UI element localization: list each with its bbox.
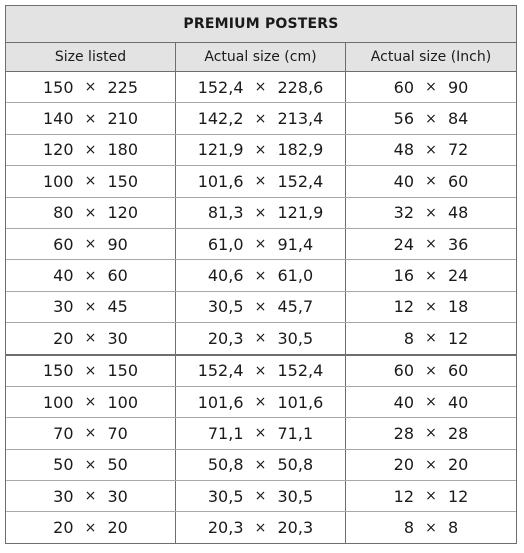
width-value: 30,5	[207, 297, 244, 317]
height-value: 84	[448, 109, 469, 129]
width-value: 30,5	[207, 486, 244, 506]
times-sign: ×	[254, 488, 267, 505]
times-sign: ×	[84, 362, 97, 379]
times-sign: ×	[425, 519, 437, 536]
height-value: 150	[107, 361, 139, 381]
table-title: PREMIUM POSTERS	[6, 6, 516, 43]
cell-size-listed	[6, 323, 176, 353]
times-sign: ×	[84, 425, 97, 442]
width-value: 28	[393, 423, 414, 443]
times-sign: ×	[84, 456, 97, 473]
width-value: 100	[42, 392, 74, 412]
height-value: 120	[107, 203, 139, 223]
height-value: 30	[107, 328, 128, 348]
times-sign: ×	[84, 519, 97, 536]
height-value: 50,8	[277, 455, 314, 475]
times-sign: ×	[254, 79, 267, 96]
table-row	[6, 512, 516, 542]
cell-actual-size-cm	[176, 135, 346, 165]
height-value: 36	[448, 234, 469, 254]
times-sign: ×	[84, 110, 97, 127]
height-value: 45,7	[277, 297, 314, 317]
height-value: 91,4	[277, 234, 314, 254]
cell-actual-size-cm	[176, 166, 346, 196]
times-sign: ×	[254, 204, 267, 221]
table-row	[6, 72, 516, 103]
width-value: 100	[42, 171, 74, 191]
times-sign: ×	[254, 362, 267, 379]
cell-actual-size-inch	[346, 198, 516, 228]
height-value: 100	[107, 392, 139, 412]
width-value: 60	[53, 234, 74, 254]
times-sign: ×	[425, 488, 437, 505]
height-value: 70	[107, 423, 128, 443]
width-value: 142,2	[197, 109, 244, 129]
height-value: 60	[448, 171, 469, 191]
height-value: 20	[107, 518, 128, 538]
cell-size-listed	[6, 72, 176, 102]
width-value: 50,8	[207, 455, 244, 475]
table-row	[6, 292, 516, 323]
height-value: 20,3	[277, 518, 314, 538]
times-sign: ×	[254, 267, 267, 284]
width-value: 20	[53, 328, 74, 348]
width-value: 50	[53, 455, 74, 475]
table-body	[6, 72, 516, 543]
width-value: 80	[53, 203, 74, 223]
cell-size-listed	[6, 387, 176, 417]
times-sign: ×	[425, 267, 437, 284]
table-row	[6, 387, 516, 418]
times-sign: ×	[425, 236, 437, 253]
table-row	[6, 481, 516, 512]
cell-actual-size-cm	[176, 387, 346, 417]
cell-size-listed	[6, 229, 176, 259]
cell-actual-size-inch	[346, 292, 516, 322]
height-value: 50	[107, 455, 128, 475]
times-sign: ×	[425, 298, 437, 315]
cell-size-listed	[6, 135, 176, 165]
times-sign: ×	[425, 173, 437, 190]
cell-actual-size-inch	[346, 323, 516, 353]
table-row	[6, 166, 516, 197]
times-sign: ×	[425, 79, 437, 96]
cell-size-listed	[6, 450, 176, 480]
cell-size-listed	[6, 260, 176, 290]
cell-actual-size-cm	[176, 512, 346, 542]
width-value: 12	[393, 297, 414, 317]
width-value: 40	[393, 171, 414, 191]
times-sign: ×	[425, 110, 437, 127]
times-sign: ×	[254, 456, 267, 473]
cell-actual-size-inch	[346, 72, 516, 102]
times-sign: ×	[254, 425, 267, 442]
width-value: 8	[403, 328, 414, 348]
height-value: 28	[448, 423, 469, 443]
times-sign: ×	[254, 330, 267, 347]
table-row	[6, 103, 516, 134]
height-value: 24	[448, 266, 469, 286]
times-sign: ×	[254, 519, 267, 536]
width-value: 40	[53, 266, 74, 286]
height-value: 210	[107, 109, 139, 129]
width-value: 40	[393, 392, 414, 412]
times-sign: ×	[84, 330, 97, 347]
times-sign: ×	[254, 298, 267, 315]
width-value: 30	[53, 486, 74, 506]
times-sign: ×	[84, 394, 97, 411]
width-value: 40,6	[207, 266, 244, 286]
cell-size-listed	[6, 166, 176, 196]
table-row	[6, 198, 516, 229]
cell-size-listed	[6, 481, 176, 511]
width-value: 101,6	[197, 392, 244, 412]
cell-size-listed	[6, 292, 176, 322]
height-value: 152,4	[277, 171, 324, 191]
width-value: 32	[393, 203, 414, 223]
height-value: 30,5	[277, 328, 314, 348]
height-value: 12	[448, 486, 469, 506]
width-value: 150	[42, 361, 74, 381]
width-value: 152,4	[197, 77, 244, 97]
times-sign: ×	[84, 141, 97, 158]
width-value: 120	[42, 140, 74, 160]
width-value: 121,9	[197, 140, 244, 160]
cell-actual-size-inch	[346, 166, 516, 196]
cell-actual-size-inch	[346, 135, 516, 165]
width-value: 20	[393, 455, 414, 475]
times-sign: ×	[425, 394, 437, 411]
times-sign: ×	[254, 236, 267, 253]
cell-actual-size-inch	[346, 512, 516, 542]
cell-actual-size-cm	[176, 356, 346, 386]
cell-actual-size-cm	[176, 418, 346, 448]
height-value: 90	[107, 234, 128, 254]
height-value: 30	[107, 486, 128, 506]
cell-actual-size-inch	[346, 481, 516, 511]
header-actual-size-cm: Actual size (cm)	[176, 43, 346, 71]
width-value: 24	[393, 234, 414, 254]
cell-size-listed	[6, 103, 176, 133]
height-value: 20	[448, 455, 469, 475]
height-value: 101,6	[277, 392, 324, 412]
height-value: 150	[107, 171, 139, 191]
times-sign: ×	[254, 141, 267, 158]
height-value: 121,9	[277, 203, 324, 223]
table-row	[6, 260, 516, 291]
times-sign: ×	[84, 488, 97, 505]
table-row	[6, 418, 516, 449]
height-value: 228,6	[277, 77, 324, 97]
cell-actual-size-cm	[176, 481, 346, 511]
width-value: 150	[42, 77, 74, 97]
cell-actual-size-inch	[346, 356, 516, 386]
cell-size-listed	[6, 198, 176, 228]
width-value: 8	[403, 518, 414, 538]
height-value: 30,5	[277, 486, 314, 506]
cell-actual-size-inch	[346, 229, 516, 259]
cell-actual-size-inch	[346, 260, 516, 290]
height-value: 45	[107, 297, 128, 317]
times-sign: ×	[425, 204, 437, 221]
times-sign: ×	[425, 456, 437, 473]
width-value: 48	[393, 140, 414, 160]
cell-actual-size-inch	[346, 387, 516, 417]
height-value: 48	[448, 203, 469, 223]
cell-actual-size-cm	[176, 229, 346, 259]
height-value: 12	[448, 328, 469, 348]
cell-actual-size-inch	[346, 103, 516, 133]
times-sign: ×	[425, 362, 437, 379]
width-value: 30	[53, 297, 74, 317]
posters-table	[5, 5, 517, 544]
width-value: 20,3	[207, 518, 244, 538]
table-row	[6, 450, 516, 481]
cell-actual-size-cm	[176, 72, 346, 102]
times-sign: ×	[84, 236, 97, 253]
width-value: 20	[53, 518, 74, 538]
height-value: 8	[448, 518, 459, 538]
cell-size-listed	[6, 418, 176, 448]
width-value: 140	[42, 109, 74, 129]
cell-actual-size-cm	[176, 450, 346, 480]
cell-actual-size-cm	[176, 323, 346, 353]
times-sign: ×	[84, 298, 97, 315]
cell-actual-size-cm	[176, 292, 346, 322]
times-sign: ×	[425, 330, 437, 347]
width-value: 70	[53, 423, 74, 443]
times-sign: ×	[84, 79, 97, 96]
cell-actual-size-cm	[176, 198, 346, 228]
cell-actual-size-inch	[346, 418, 516, 448]
height-value: 72	[448, 140, 469, 160]
width-value: 81,3	[207, 203, 244, 223]
height-value: 18	[448, 297, 469, 317]
height-value: 71,1	[277, 423, 314, 443]
height-value: 61,0	[277, 266, 314, 286]
times-sign: ×	[84, 204, 97, 221]
table-row	[6, 356, 516, 387]
times-sign: ×	[254, 110, 267, 127]
times-sign: ×	[84, 267, 97, 284]
times-sign: ×	[425, 141, 437, 158]
height-value: 60	[107, 266, 128, 286]
header-actual-size-inch: Actual size (Inch)	[370, 49, 492, 65]
header-size-listed: Size listed	[6, 43, 176, 71]
cell-size-listed	[6, 512, 176, 542]
cell-size-listed	[6, 356, 176, 386]
height-value: 213,4	[277, 109, 324, 129]
table-row	[6, 323, 516, 355]
width-value: 12	[393, 486, 414, 506]
width-value: 61,0	[207, 234, 244, 254]
times-sign: ×	[425, 425, 437, 442]
height-value: 225	[107, 77, 139, 97]
cell-actual-size-inch	[346, 450, 516, 480]
table-row	[6, 229, 516, 260]
times-sign: ×	[254, 394, 267, 411]
height-value: 182,9	[277, 140, 324, 160]
height-value: 152,4	[277, 361, 324, 381]
table-header-row	[6, 43, 516, 72]
times-sign: ×	[84, 173, 97, 190]
width-value: 71,1	[207, 423, 244, 443]
width-value: 56	[393, 109, 414, 129]
times-sign: ×	[254, 173, 267, 190]
width-value: 16	[393, 266, 414, 286]
width-value: 152,4	[197, 361, 244, 381]
width-value: 60	[393, 77, 414, 97]
height-value: 60	[448, 361, 469, 381]
height-value: 180	[107, 140, 139, 160]
width-value: 20,3	[207, 328, 244, 348]
height-value: 40	[448, 392, 469, 412]
table-row	[6, 135, 516, 166]
height-value: 90	[448, 77, 469, 97]
cell-actual-size-cm	[176, 260, 346, 290]
width-value: 60	[393, 361, 414, 381]
width-value: 101,6	[197, 171, 244, 191]
cell-actual-size-cm	[176, 103, 346, 133]
